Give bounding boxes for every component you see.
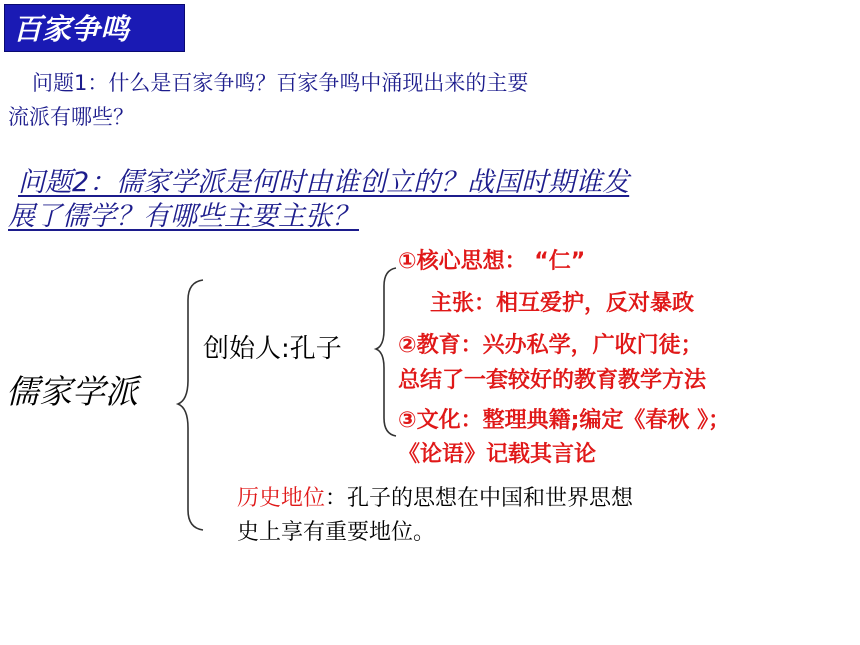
historical-status-text-2: 史上享有重要地位。 xyxy=(237,520,436,545)
outer-brace xyxy=(178,280,203,530)
slide-title: 百家争鸣 xyxy=(4,4,185,52)
question-1-line-2: 流派有哪些？ xyxy=(8,105,134,129)
point-education-line-1: ②教育：兴办私学，广收门徒； xyxy=(398,333,703,358)
historical-status-label: 历史地位 xyxy=(237,486,326,511)
point-core-idea-claim: 主张：相互爱护，反对暴政 xyxy=(430,291,695,316)
point-core-idea: ①核心思想： “仁” xyxy=(398,249,586,274)
point-culture-line-1: ③文化：整理典籍;编定《春秋 》； xyxy=(398,408,731,433)
historical-status xyxy=(237,482,777,550)
founder-label: 创始人:孔子 xyxy=(203,334,342,364)
question-1-line-1: 问题1：什么是百家争鸣？百家争鸣中涌现出来的主要 xyxy=(32,71,529,95)
school-name: 儒家学派 xyxy=(6,372,138,411)
historical-status-text-1: ：孔子的思想在中国和世界思想 xyxy=(325,486,634,511)
inner-brace xyxy=(376,268,396,436)
question-2-line-2: 展了儒学？有哪些主要主张？ xyxy=(8,201,359,232)
point-culture-line-2: 《论语》记载其言论 xyxy=(398,442,597,467)
question-2-line-1: 问题2：儒家学派是何时由谁创立的？战国时期谁发 xyxy=(18,167,630,198)
point-education-line-2: 总结了一套较好的教育教学方法 xyxy=(398,368,707,393)
